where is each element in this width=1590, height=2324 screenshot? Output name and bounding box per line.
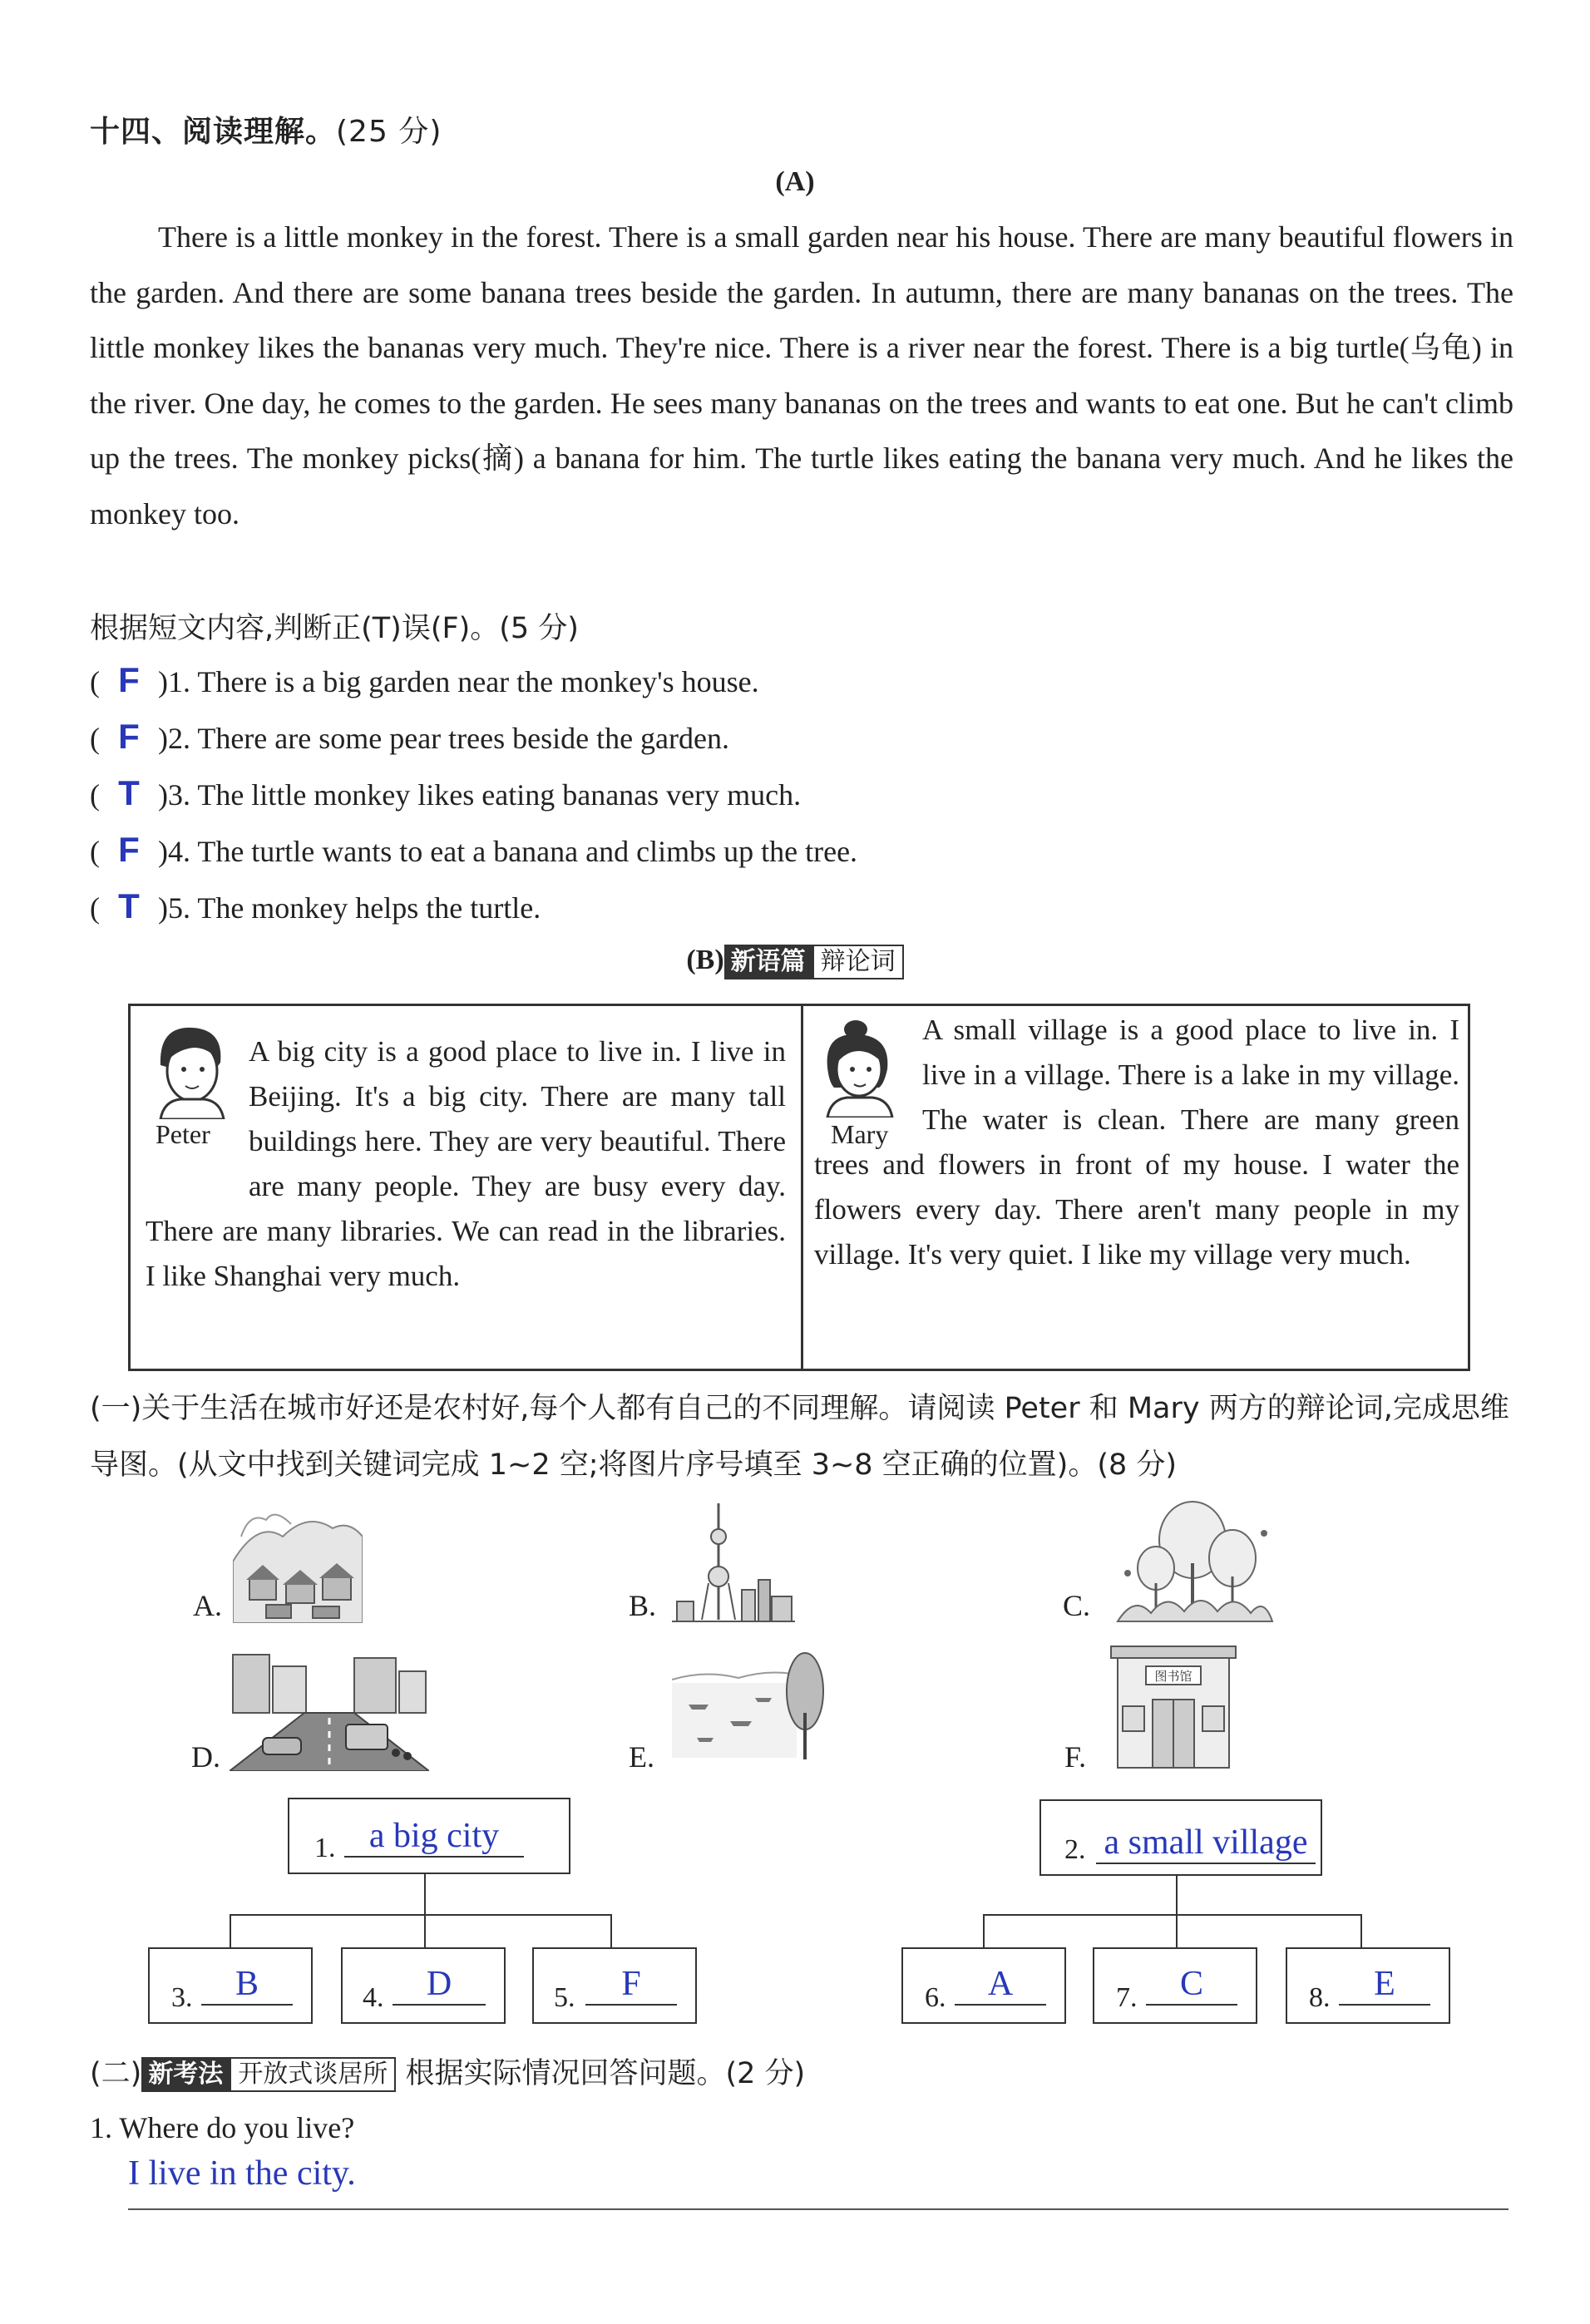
mindmap-box-1: [288, 1798, 570, 1874]
answer-line: [128, 2208, 1509, 2210]
peter-speech-text: A big city is a good place to live in. I live in Beijing. It's a big city. There are many tall buildings here. They are very beautiful. There are many people. They are busy every day. There are many libraries. We can read in the libraries. I like Shanghai very much.: [146, 1035, 786, 1292]
tf-answer[interactable]: F: [118, 717, 140, 756]
mary-speech-text: A small village is a good place to live in. I live in a village. There is a lake in my village. The water is clean. There are many green trees and flowers in front of my house. I water the flowers every day. There aren't many people in my village. It's very quiet. I like my village very much.: [814, 1014, 1459, 1271]
new-method-tag: 新考法: [141, 2057, 230, 2092]
tf-answer[interactable]: F: [118, 830, 140, 869]
connector-left-3: [610, 1914, 612, 1949]
tf-answer[interactable]: T: [118, 773, 140, 812]
leaf-answer[interactable]: E: [1339, 1964, 1430, 2006]
tf-statement: )4. The turtle wants to eat a banana and climbs up the tree.: [158, 835, 858, 868]
task-instruction: (一)关于生活在城市好还是农村好,每个人都有自己的不同理解。请阅读 Peter 和 Mary 两方的辩论词,完成思维导图。(从文中找到关键词完成 1~2 空;将图片序号填至 3~8 空正确的位置)。(8 分): [90, 1392, 1509, 1482]
tf-instruction: 根据短文内容,判断正(T)误(F)。(5 分): [90, 612, 579, 645]
tf-item-4: [90, 830, 857, 880]
tf-statement: )1. There is a big garden near the monkey's house.: [158, 665, 759, 698]
part-a-label: (A): [775, 166, 815, 197]
tf-statement: )3. The little monkey likes eating bananas very much.: [158, 778, 802, 812]
pic-label-b: B.: [629, 1589, 657, 1622]
mary-portrait-space: [814, 1008, 922, 1141]
tf-answer[interactable]: T: [118, 886, 140, 925]
leaf-number: 5.: [554, 1982, 575, 2013]
leaf-answer[interactable]: D: [393, 1964, 486, 2006]
leaf-answer[interactable]: F: [585, 1964, 677, 2006]
mindmap-leaf-4: [341, 1947, 506, 2024]
mary-speech: [814, 1008, 1459, 1277]
peter-speech: [146, 1029, 786, 1299]
leaf-answer[interactable]: B: [201, 1964, 293, 2006]
box-answer[interactable]: a big city: [344, 1816, 524, 1858]
tf-statement: )5. The monkey helps the turtle.: [158, 891, 541, 925]
box-number: 2.: [1064, 1834, 1086, 1865]
village-houses-picture: [233, 1503, 363, 1623]
passage-a: [90, 210, 1513, 541]
leaf-number: 6.: [925, 1982, 946, 2013]
peter-name: Peter: [156, 1119, 210, 1149]
section-title-text: 十四、阅读理解。: [90, 115, 337, 149]
leaf-number: 3.: [171, 1982, 193, 2013]
connector-right-1: [983, 1914, 985, 1949]
connector-left-bar: [230, 1914, 612, 1916]
tf-open-paren: (: [90, 835, 100, 868]
connector-right-3: [1360, 1914, 1362, 1949]
connector-left-1: [230, 1914, 231, 1949]
library-sign-text: 图书馆: [1154, 1669, 1192, 1684]
box-answer[interactable]: a small village: [1096, 1823, 1316, 1864]
mindmap-leaf-6: [901, 1947, 1066, 2024]
leaf-answer[interactable]: C: [1146, 1964, 1237, 2006]
part-two-prefix: (二): [90, 2057, 142, 2090]
open-topic-tag: 开放式谈居所: [230, 2057, 396, 2092]
library-picture: [1109, 1643, 1237, 1769]
connector-right-bar: [983, 1914, 1362, 1916]
section-title: [90, 108, 442, 150]
city-street-picture: [230, 1646, 429, 1771]
connector-left-2: [424, 1914, 426, 1949]
section-points: (25 分): [336, 115, 442, 149]
part-two-header: [90, 2050, 805, 2092]
connector-right-2: [1176, 1914, 1178, 1949]
trees-flowers-picture: [1109, 1497, 1276, 1625]
connector-left-stem: [424, 1873, 426, 1916]
leaf-number: 7.: [1116, 1982, 1138, 2013]
mindmap-leaf-7: [1093, 1947, 1257, 2024]
debate-table: [128, 1004, 1470, 1371]
tf-item-5: [90, 886, 541, 936]
mary-name: Mary: [831, 1119, 889, 1149]
leaf-number: 4.: [363, 1982, 384, 2013]
tf-open-paren: (: [90, 891, 100, 925]
debate-divider: [801, 1006, 803, 1369]
mindmap-leaf-5: [532, 1947, 697, 2024]
mindmap-leaf-3: [148, 1947, 313, 2024]
city-skyline-picture: [672, 1503, 795, 1623]
part-b-label: (B): [686, 945, 724, 975]
question-1: 1. Where do you live?: [90, 2111, 355, 2144]
tf-open-paren: (: [90, 665, 100, 698]
mindmap-box-2: [1039, 1799, 1322, 1876]
tf-open-paren: (: [90, 722, 100, 755]
pic-label-c: C.: [1063, 1589, 1091, 1622]
part-b-header: [0, 945, 1590, 979]
answer-1[interactable]: I live in the city.: [128, 2154, 356, 2193]
leaf-answer[interactable]: A: [955, 1964, 1046, 2006]
pic-label-d: D.: [191, 1740, 220, 1774]
lake-picture: [672, 1646, 827, 1763]
new-text-tag: 新语篇: [724, 945, 812, 979]
pic-label-a: A.: [193, 1589, 222, 1622]
part-two-instruction: 根据实际情况回答问题。(2 分): [405, 2057, 806, 2090]
tf-item-2: [90, 717, 729, 767]
connector-right-stem: [1176, 1876, 1178, 1916]
tf-item-1: [90, 660, 759, 710]
leaf-number: 8.: [1309, 1982, 1331, 2013]
box-number: 1.: [314, 1833, 336, 1863]
mindmap-leaf-8: [1286, 1947, 1450, 2024]
pic-label-f: F.: [1064, 1740, 1087, 1774]
peter-portrait-space: [146, 1029, 249, 1196]
passage-a-text: There is a little monkey in the forest. There is a small garden near his house. There are many beautiful flowers in the garden. And there are some banana trees beside the garden. In autumn, there are many bananas on the trees. The little monkey likes the bananas very much. They're nice. There is a river near the forest. There is a big turtle(乌龟) in the river. One day, he comes to the garden. He sees many bananas on the trees and wants to eat one. But he can't climb up the trees. The monkey picks(摘) a banana for him. The turtle likes eating the banana very much. And he likes the monkey too.: [90, 220, 1513, 530]
tf-statement: )2. There are some pear trees beside the garden.: [158, 722, 730, 755]
tf-answer[interactable]: F: [118, 660, 140, 699]
debate-tag: 辩论词: [812, 945, 904, 979]
tf-open-paren: (: [90, 778, 100, 812]
tf-item-3: [90, 773, 801, 823]
pic-label-e: E.: [629, 1740, 654, 1774]
